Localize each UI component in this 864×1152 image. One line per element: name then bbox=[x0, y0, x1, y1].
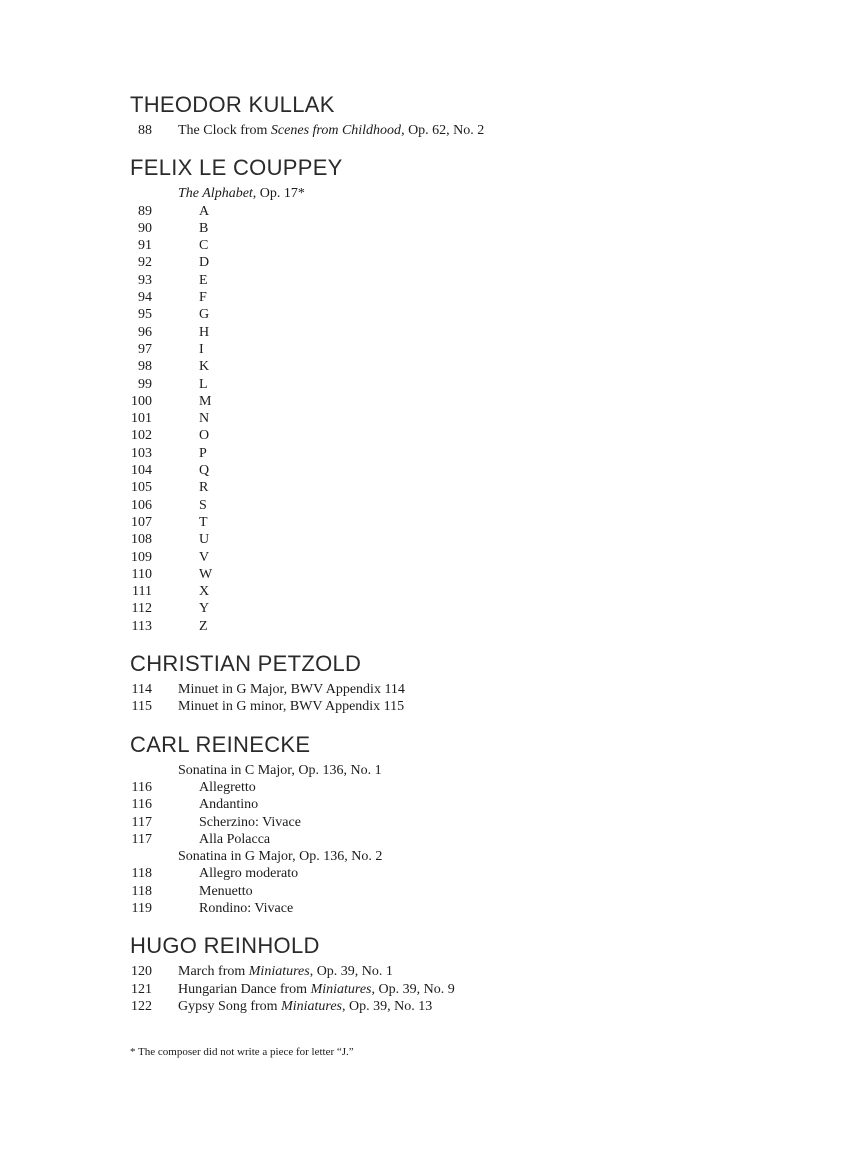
page-number: 118 bbox=[131, 883, 152, 899]
piece-title-segment: Menuetto bbox=[199, 883, 253, 899]
piece-title bbox=[199, 220, 208, 237]
piece-title-segment: N bbox=[199, 411, 210, 427]
piece-title bbox=[199, 358, 209, 375]
piece-title-segment: , Op. 62, No. 2 bbox=[401, 123, 485, 138]
toc-row bbox=[128, 514, 784, 531]
piece-title bbox=[178, 122, 484, 139]
piece-title-segment: The Clock from bbox=[178, 123, 271, 138]
toc-row bbox=[128, 393, 784, 410]
piece-title-italic-segment: Miniatures bbox=[281, 998, 342, 1014]
toc-sections bbox=[128, 93, 784, 1015]
piece-title bbox=[199, 618, 208, 635]
piece-title-segment: R bbox=[199, 480, 209, 496]
page-number bbox=[128, 848, 152, 865]
toc-row bbox=[128, 549, 784, 566]
toc-row bbox=[128, 289, 784, 306]
page-number: 97 bbox=[138, 341, 152, 357]
piece-title-italic-segment: Scenes from Childhood bbox=[270, 123, 402, 138]
toc-row bbox=[128, 462, 784, 479]
piece-title bbox=[199, 410, 209, 427]
toc-section bbox=[128, 652, 784, 716]
piece-title bbox=[199, 324, 209, 341]
toc-row bbox=[128, 254, 784, 271]
piece-title bbox=[199, 376, 208, 393]
page-number: 108 bbox=[131, 532, 152, 548]
piece-title-segment: T bbox=[199, 514, 208, 530]
piece-title-segment: Minuet in G Major, BWV Appendix 114 bbox=[178, 682, 405, 698]
composer-heading: HUGO REINHOLD bbox=[130, 933, 320, 959]
piece-title bbox=[199, 831, 270, 848]
piece-title-segment: S bbox=[199, 497, 207, 513]
piece-title bbox=[199, 583, 209, 600]
piece-title bbox=[199, 814, 301, 831]
page-number: 89 bbox=[138, 203, 152, 219]
toc-row bbox=[128, 566, 784, 583]
piece-title bbox=[199, 900, 293, 917]
piece-title bbox=[199, 531, 209, 548]
piece-title bbox=[199, 272, 208, 289]
piece-title-segment: Andantino bbox=[199, 797, 259, 813]
piece-title bbox=[178, 681, 405, 698]
page-number: 119 bbox=[131, 900, 152, 916]
page-number: 91 bbox=[138, 238, 152, 254]
piece-title-segment: P bbox=[199, 445, 207, 461]
piece-title-segment: Z bbox=[199, 618, 208, 634]
page-number: 99 bbox=[138, 376, 152, 392]
composer-heading: CARL REINECKE bbox=[130, 731, 311, 757]
toc-row bbox=[128, 237, 784, 254]
toc-row bbox=[128, 618, 784, 635]
toc-row bbox=[128, 848, 784, 865]
piece-title bbox=[199, 254, 209, 271]
piece-title-segment: , Op. 39, No. 1 bbox=[309, 964, 393, 980]
page-number: 93 bbox=[138, 272, 152, 288]
piece-title bbox=[178, 762, 382, 779]
toc-section bbox=[128, 93, 784, 139]
toc-row bbox=[128, 762, 784, 779]
page-number: 100 bbox=[131, 393, 152, 409]
piece-title-segment: B bbox=[199, 220, 209, 236]
piece-title-segment: V bbox=[199, 549, 210, 565]
page-number: 116 bbox=[131, 797, 152, 813]
toc-row bbox=[128, 122, 784, 139]
piece-title-segment: I bbox=[199, 341, 204, 357]
piece-title bbox=[199, 514, 208, 531]
toc-row bbox=[128, 531, 784, 548]
piece-title-segment: Sonatina in G Major, Op. 136, No. 2 bbox=[178, 849, 383, 865]
piece-title bbox=[199, 779, 256, 796]
page-number: 122 bbox=[131, 998, 152, 1014]
page-number: 116 bbox=[131, 779, 152, 795]
piece-title bbox=[199, 393, 211, 410]
page-number: 109 bbox=[131, 549, 152, 565]
piece-title bbox=[199, 883, 253, 900]
piece-title-segment: A bbox=[199, 203, 210, 219]
piece-title bbox=[178, 963, 393, 980]
page-number: 104 bbox=[131, 463, 152, 479]
piece-title-segment: , Op. 17* bbox=[252, 186, 305, 202]
page-number: 101 bbox=[131, 411, 152, 427]
toc-row bbox=[128, 479, 784, 496]
piece-title-segment: Q bbox=[199, 463, 210, 479]
piece-title bbox=[178, 698, 404, 715]
piece-title-segment: H bbox=[199, 324, 210, 340]
toc-row bbox=[128, 963, 784, 980]
piece-title bbox=[199, 796, 258, 813]
page-number: 95 bbox=[138, 307, 152, 323]
toc-row bbox=[128, 410, 784, 427]
piece-title-segment: W bbox=[199, 566, 213, 582]
piece-title-segment: M bbox=[199, 393, 212, 409]
piece-title-italic-segment: Miniatures bbox=[248, 964, 310, 980]
piece-title bbox=[199, 289, 207, 306]
page-number: 107 bbox=[131, 514, 152, 530]
page-number: 105 bbox=[131, 480, 152, 496]
toc-row bbox=[128, 883, 784, 900]
piece-title-segment: O bbox=[199, 428, 210, 444]
toc-row bbox=[128, 779, 784, 796]
piece-title bbox=[199, 445, 207, 462]
footnote: * The composer did not write a piece for letter “J.” bbox=[130, 1046, 354, 1059]
piece-title-segment: , Op. 39, No. 13 bbox=[341, 998, 433, 1014]
toc-row bbox=[128, 814, 784, 831]
toc-row bbox=[128, 981, 784, 998]
page-number: 117 bbox=[131, 814, 152, 830]
piece-title-segment: F bbox=[199, 290, 207, 306]
piece-title-segment: L bbox=[199, 376, 208, 392]
toc-row bbox=[128, 445, 784, 462]
piece-title-segment: U bbox=[199, 532, 210, 548]
piece-title bbox=[199, 479, 208, 496]
piece-title bbox=[199, 306, 209, 323]
piece-title bbox=[199, 497, 207, 514]
toc-row bbox=[128, 600, 784, 617]
piece-title-segment: K bbox=[199, 359, 210, 375]
piece-title-segment: Hungarian Dance from bbox=[178, 981, 311, 997]
toc-row bbox=[128, 203, 784, 220]
page-number: 115 bbox=[131, 699, 152, 715]
toc-row bbox=[128, 497, 784, 514]
toc-row bbox=[128, 583, 784, 600]
toc-row bbox=[128, 831, 784, 848]
page-number: 103 bbox=[131, 445, 152, 461]
page-number: 120 bbox=[131, 964, 152, 980]
page-number: 102 bbox=[131, 428, 152, 444]
piece-title-segment: Allegro moderato bbox=[199, 866, 299, 882]
piece-title bbox=[199, 549, 209, 566]
page-number bbox=[128, 185, 152, 202]
piece-title-segment: Gypsy Song from bbox=[178, 998, 282, 1014]
toc-row bbox=[128, 185, 784, 202]
page-number: 117 bbox=[131, 831, 152, 847]
toc-row bbox=[128, 865, 784, 882]
toc-row bbox=[128, 998, 784, 1015]
toc-row bbox=[128, 900, 784, 917]
piece-title-segment: Alla Polacca bbox=[199, 831, 271, 847]
toc-section bbox=[128, 934, 784, 1015]
piece-title bbox=[178, 998, 432, 1015]
piece-title-segment: C bbox=[199, 238, 209, 254]
piece-title-segment: Y bbox=[199, 601, 210, 617]
piece-title bbox=[199, 865, 298, 882]
piece-title bbox=[199, 600, 209, 617]
page-number bbox=[128, 762, 152, 779]
piece-title bbox=[199, 237, 208, 254]
toc-section bbox=[128, 733, 784, 918]
page-number: 98 bbox=[138, 359, 152, 375]
toc-row bbox=[128, 306, 784, 323]
toc-row bbox=[128, 427, 784, 444]
piece-title bbox=[199, 203, 209, 220]
piece-title-segment: , Op. 39, No. 9 bbox=[371, 981, 455, 997]
page-number: 106 bbox=[131, 497, 152, 513]
page-number: 118 bbox=[131, 866, 152, 882]
piece-title-italic-segment: The Alphabet bbox=[178, 186, 253, 202]
piece-title-segment: March from bbox=[178, 964, 249, 980]
piece-title bbox=[178, 185, 305, 202]
piece-title bbox=[178, 848, 382, 865]
page-number: 110 bbox=[131, 566, 152, 582]
piece-title-segment: X bbox=[199, 584, 210, 600]
piece-title bbox=[199, 566, 212, 583]
composer-heading: FELIX LE COUPPEY bbox=[130, 155, 343, 181]
piece-title-segment: Allegretto bbox=[199, 779, 256, 795]
page-number: 96 bbox=[138, 324, 152, 340]
toc-row bbox=[128, 681, 784, 698]
piece-title-segment: Minuet in G minor, BWV Appendix 115 bbox=[178, 699, 405, 715]
piece-title-segment: D bbox=[199, 255, 210, 271]
page-number: 112 bbox=[131, 601, 152, 617]
toc-row bbox=[128, 376, 784, 393]
piece-title-segment: G bbox=[199, 307, 210, 323]
toc-row bbox=[128, 358, 784, 375]
toc-row bbox=[128, 272, 784, 289]
piece-title-segment: Scherzino: Vivace bbox=[199, 814, 301, 830]
piece-title bbox=[199, 462, 209, 479]
page-number: 88 bbox=[138, 123, 152, 138]
toc-row bbox=[128, 220, 784, 237]
piece-title-segment: Rondino: Vivace bbox=[199, 900, 294, 916]
composer-heading: THEODOR KULLAK bbox=[130, 92, 335, 117]
piece-title bbox=[178, 981, 455, 998]
piece-title-segment: E bbox=[199, 272, 208, 288]
piece-title bbox=[199, 341, 204, 358]
page-number: 94 bbox=[138, 290, 152, 306]
piece-title-italic-segment: Miniatures bbox=[310, 981, 372, 997]
page-number: 114 bbox=[131, 682, 152, 698]
page-number: 113 bbox=[131, 618, 152, 634]
page-number: 111 bbox=[132, 584, 152, 600]
page-number: 92 bbox=[138, 255, 152, 271]
toc-row bbox=[128, 698, 784, 715]
toc-row bbox=[128, 324, 784, 341]
composer-heading: CHRISTIAN PETZOLD bbox=[130, 651, 362, 677]
piece-title bbox=[199, 427, 209, 444]
toc-row bbox=[128, 341, 784, 358]
piece-title-segment: Sonatina in C Major, Op. 136, No. 1 bbox=[178, 762, 382, 778]
toc-section bbox=[128, 156, 784, 635]
page-number: 90 bbox=[138, 220, 152, 236]
page-number: 121 bbox=[131, 981, 152, 997]
toc-row bbox=[128, 796, 784, 813]
